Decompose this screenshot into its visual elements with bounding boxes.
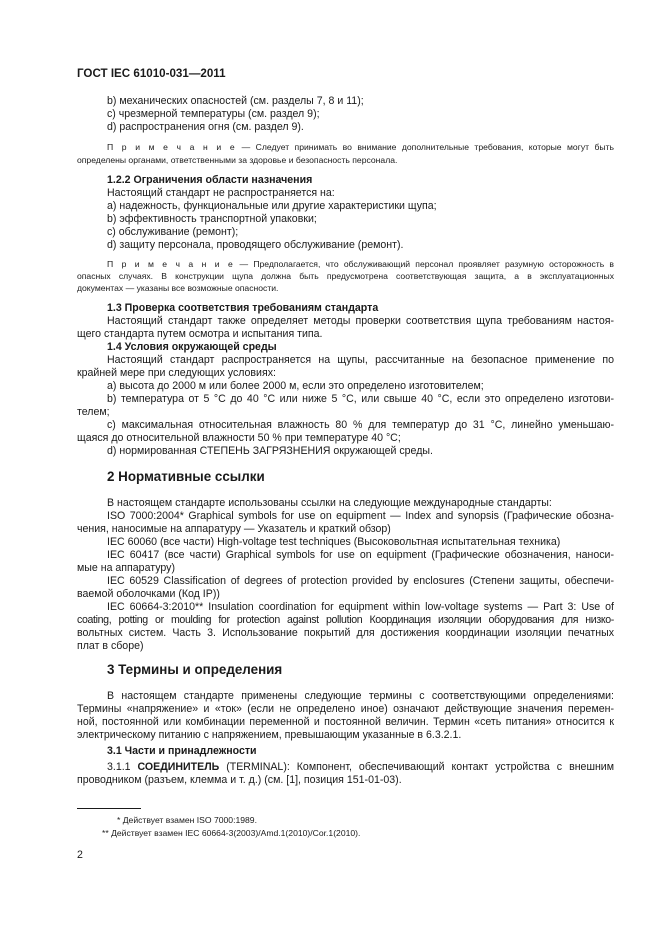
paragraph-line: В настоящем стандарте использованы ссылки на следующие международные стандарты:: [107, 497, 552, 509]
page-number: 2: [77, 849, 83, 861]
reference-line: ISO 7000:2004* Graphical symbols for use on equipment — Index and synopsis (Графические обозна-: [107, 510, 614, 522]
paragraph-line: В настоящем стандарте применены следующие термины с соответствующими определениями:: [107, 690, 614, 702]
section-heading: 1.4 Условия окружающей среды: [107, 341, 277, 353]
note-line: опасных случаях. В конструкции щупа должна быть предусмотрена соответствующая защита, а в эксплуатационных: [77, 271, 614, 281]
reference-line: IEC 60529 Classification of degrees of protection provided by enclosures (Степени защиты, обеспечи-: [107, 575, 614, 587]
list-item: b) эффективность транспортной упаковки;: [107, 213, 317, 225]
list-item: b) механических опасностей (см. разделы 7, 8 и 11);: [107, 95, 364, 107]
paragraph-line: Настоящий стандарт также определяет методы проверки соответствия щупа требованиям настоя-: [107, 315, 614, 327]
reference-line: IEC 60417 (все части) Graphical symbols for use on equipment (Графические обозначения, наноси-: [107, 549, 614, 561]
paragraph-line: Настоящий стандарт распространяется на щупы, рассчитанные на безопасное применение по: [107, 354, 614, 366]
section-heading: 3.1 Части и принадлежности: [107, 745, 257, 757]
footnote: ** Действует взамен IEC 60664-3(2003)/Amd.1(2010)/Cor.1(2010).: [102, 828, 361, 838]
paragraph-line: электрическому питанию с напряжением, превышающим указанные в 6.3.2.1.: [77, 729, 462, 741]
paragraph-line: проводником (разъем, клемма и т. д.) (см. [1], позиция 151-01-03).: [77, 774, 402, 786]
note-label: П р и м е ч а н и е: [107, 142, 237, 152]
list-item: b) температура от 5 °С до 40 °С или ниже 5 °С, или свыше 40 °С, если это определено изготови-: [107, 393, 614, 405]
footnote: * Действует взамен ISO 7000:1989.: [117, 815, 257, 825]
section-heading: 1.3 Проверка соответствия требованиям стандарта: [107, 302, 379, 314]
list-item: c) максимальная относительная влажность 80 % для температур до 31 °С, линейно уменьшаю-: [107, 419, 614, 431]
reference-line: мые на аппаратуру): [77, 562, 175, 574]
reference-line: чения, наносимые на аппаратуру — Указатель и краткий обзор): [77, 523, 391, 535]
list-item: d) защиту персонала, проводящего обслуживание (ремонт).: [107, 239, 404, 251]
paragraph-line: телем;: [77, 406, 110, 418]
list-item: c) обслуживание (ремонт);: [107, 226, 239, 238]
term-name: СОЕДИНИТЕЛЬ: [137, 761, 220, 773]
reference-line: плат в сборе): [77, 640, 144, 652]
reference-line: coating, potting or moulding for protection against pollution Координация изоляции оборудования для низко-: [77, 614, 614, 626]
note-line: документах — указаны все возможные опасности.: [77, 283, 279, 293]
term-number: 3.1.1: [107, 761, 138, 773]
list-item: a) надежность, функциональные или другие характеристики щупа;: [107, 200, 437, 212]
section-heading: 2 Нормативные ссылки: [107, 469, 265, 484]
note-text: — Предполагается, что обслуживающий персонал проявляет разумную осторожность в: [234, 259, 614, 269]
paragraph-line: Термины «напряжение» и «ток» (если не определено иное) означают действующие значения перемен-: [77, 703, 614, 715]
paragraph-line: Настоящий стандарт не распространяется на:: [107, 187, 335, 199]
list-item: c) чрезмерной температуры (см. раздел 9);: [107, 108, 320, 120]
paragraph-line: щего стандарта путем осмотра и испытания типа.: [77, 328, 323, 340]
reference-line: IEC 60060 (все части) High-voltage test techniques (Высоковольтная испытательная техника): [107, 536, 561, 548]
footnote-divider: [77, 808, 141, 809]
paragraph-line: щаяся до относительной влажности 50 % при температуре 40 °С;: [77, 432, 401, 444]
note-label: П р и м е ч а н и е: [107, 259, 235, 269]
list-item: d) нормированная СТЕПЕНЬ ЗАГРЯЗНЕНИЯ окружающей среды.: [107, 445, 433, 457]
document-header: ГОСТ IEC 61010-031—2011: [77, 67, 226, 80]
term-definition: [107, 761, 614, 774]
note-text: — Следует принимать во внимание дополнительные требования, которые могут быть: [236, 142, 615, 152]
section-heading: 1.2.2 Ограничения области назначения: [107, 174, 313, 186]
reference-line: ваемой оболочками (Код IP)): [77, 588, 220, 600]
paragraph-line: крайней мере при следующих условиях:: [77, 367, 276, 379]
list-item: d) распространения огня (см. раздел 9).: [107, 121, 304, 133]
note-line: [107, 141, 614, 153]
list-item: a) высота до 2000 м или более 2000 м, если это определено изготовителем;: [107, 380, 484, 392]
note-line: определены органами, ответственными за здоровье и безопасность персонала.: [77, 155, 398, 165]
paragraph-line: ной, постоянной или комбинации переменной и постоянной величин. Термин «сеть питания» относится к: [77, 716, 614, 728]
section-heading: 3 Термины и определения: [107, 662, 283, 677]
reference-line: вольтных систем. Часть 3. Использование покрытий для достижения координации изоляции печатных: [77, 627, 614, 639]
reference-line: IEC 60664-3:2010** Insulation coordination for equipment within low-voltage systems — Part 3: Use of: [107, 601, 614, 613]
term-text: (TERMINAL): Компонент, обеспечивающий контакт устройства с внешним: [219, 761, 614, 773]
note-line: [107, 258, 614, 270]
